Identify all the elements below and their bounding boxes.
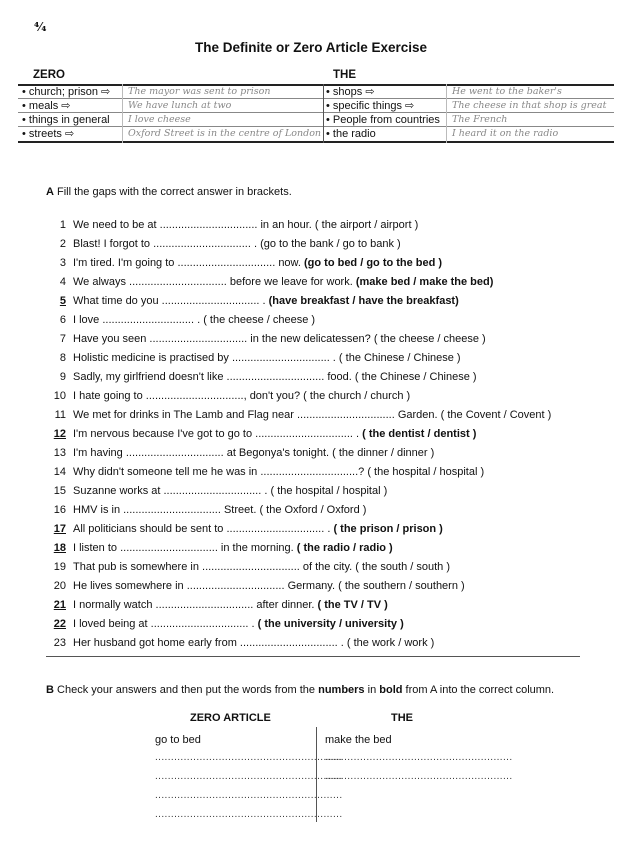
question-text[interactable]: Have you seen ................................ in the new delicatessen? — [73, 333, 374, 345]
answer-options: ( the airport / airport ) — [314, 219, 419, 231]
question-text[interactable]: We always ................................ before we leave for work. — [73, 276, 356, 288]
zero-answer-blank[interactable]: ........................................................... — [155, 752, 343, 763]
question-number: 11 — [54, 409, 66, 421]
question-number: 8 — [59, 352, 66, 364]
question-item — [46, 445, 434, 461]
question-text[interactable]: All politicians should be sent to ................................ . — [73, 523, 334, 535]
question-text[interactable]: We need to be at ................................ in an hour. — [73, 219, 315, 231]
the-rule-label: • People from countries — [326, 114, 440, 126]
zero-rule-example: We have lunch at two — [128, 100, 232, 111]
question-number: 18 — [53, 542, 66, 554]
question-number: 9 — [59, 371, 66, 383]
table-center-divider — [323, 84, 324, 143]
question-item — [46, 502, 366, 518]
question-number: 12 — [53, 428, 66, 440]
the-example-answer: make the bed — [325, 734, 392, 746]
question-text[interactable]: I'm having ................................ at Begonya's tonight. — [73, 447, 333, 459]
question-item — [46, 255, 442, 271]
question-text[interactable]: Holistic medicine is practised by ................................ . — [73, 352, 339, 364]
answer-options: ( the Oxford / Oxford ) — [259, 504, 367, 516]
question-text[interactable]: I love .............................. . — [73, 314, 204, 326]
question-item — [46, 312, 315, 328]
question-item — [46, 236, 401, 252]
question-text[interactable]: We met for drinks in The Lamb and Flag near ................................ Garden. — [73, 409, 441, 421]
answer-options: ( the TV / TV ) — [317, 599, 388, 611]
corner-mark: ⁴⁄₄ — [34, 20, 47, 34]
answer-options: ( the southern / southern ) — [338, 580, 465, 592]
the-rule-label: • the radio — [326, 128, 376, 140]
question-text[interactable]: That pub is somewhere in ................................ of the city. — [73, 561, 356, 573]
zero-answer-blank[interactable]: ........................................................... — [155, 771, 343, 782]
question-number: 16 — [53, 504, 66, 516]
question-number: 13 — [53, 447, 66, 459]
answer-options: ( the Chinese / Chinese ) — [338, 352, 461, 364]
zero-rule-label: • church; prison ⇨ — [22, 86, 111, 98]
section-b-instruction — [46, 684, 554, 696]
the-heading: THE — [333, 69, 356, 81]
answer-options: ( the south / south ) — [355, 561, 451, 573]
answer-options: ( the cheese / cheese ) — [373, 333, 486, 345]
answer-options: ( the work / work ) — [346, 637, 435, 649]
question-text[interactable]: Suzanne works at ................................ . — [73, 485, 271, 497]
question-item — [46, 616, 404, 632]
question-item — [46, 369, 477, 385]
question-number: 15 — [53, 485, 66, 497]
question-item — [46, 407, 551, 423]
question-item — [46, 521, 443, 537]
question-item — [46, 464, 484, 480]
zero-rule-label: • meals ⇨ — [22, 100, 71, 112]
question-item — [46, 426, 476, 442]
question-number: 19 — [53, 561, 66, 573]
section-a-text: Fill the gaps with the correct answer in brackets. — [57, 186, 292, 198]
question-number: 17 — [53, 523, 66, 535]
question-item — [46, 559, 450, 575]
the-rule-example: The French — [452, 114, 508, 125]
section-divider — [46, 656, 580, 657]
section-b-bold: bold — [379, 684, 403, 696]
answer-options: ( the university / university ) — [257, 618, 404, 630]
question-text[interactable]: I loved being at ................................ . — [73, 618, 258, 630]
question-text[interactable]: I'm tired. I'm going to ................................ now. — [73, 257, 304, 269]
question-number: 10 — [53, 390, 66, 402]
answer-options: ( the prison / prison ) — [333, 523, 443, 535]
table-column-divider — [122, 84, 123, 143]
zero-answer-blank[interactable]: ........................................................... — [155, 790, 343, 801]
the-rule-label: • shops ⇨ — [326, 86, 375, 98]
zero-rule-example: The mayor was sent to prison — [128, 86, 271, 97]
the-column-heading: THE — [391, 712, 413, 724]
answer-options: ( the Covent / Covent ) — [440, 409, 552, 421]
table-bottom-rule — [18, 141, 614, 143]
question-item — [46, 331, 486, 347]
question-item — [46, 483, 387, 499]
answer-options: ( the dinner / dinner ) — [332, 447, 435, 459]
the-answer-blank[interactable]: ........................................................... — [325, 771, 513, 782]
answer-options: ( the Chinese / Chinese ) — [354, 371, 477, 383]
question-item — [46, 635, 434, 651]
the-rule-example: I heard it on the radio — [452, 128, 559, 139]
question-number: 2 — [59, 238, 66, 250]
question-text[interactable]: He lives somewhere in ................................ Germany. — [73, 580, 339, 592]
question-number: 20 — [53, 580, 66, 592]
question-number: 3 — [59, 257, 66, 269]
zero-rule-label: • streets ⇨ — [22, 128, 75, 140]
section-b-text-2: in — [364, 684, 380, 696]
page-title: The Definite or Zero Article Exercise — [194, 40, 428, 55]
question-text[interactable]: I normally watch ................................ after dinner. — [73, 599, 318, 611]
question-text[interactable]: I'm nervous because I've got to go to ................................ . — [73, 428, 363, 440]
question-number: 7 — [59, 333, 66, 345]
question-number: 5 — [59, 295, 66, 307]
section-b-letter: B — [46, 684, 54, 696]
the-rule-example: He went to the baker's — [452, 86, 562, 97]
question-item — [46, 217, 418, 233]
answer-options: ( the church / church ) — [303, 390, 411, 402]
question-item — [46, 540, 393, 556]
the-answer-blank[interactable]: ........................................................... — [325, 752, 513, 763]
section-a-instruction — [46, 186, 292, 198]
answer-options: (go to bed / go to the bed ) — [304, 257, 443, 269]
zero-article-column-heading: ZERO ARTICLE — [190, 712, 271, 724]
question-number: 6 — [59, 314, 66, 326]
zero-answer-blank[interactable]: ........................................................... — [155, 809, 343, 820]
section-b-text-3: from A into the correct column. — [402, 684, 555, 696]
question-text[interactable]: Sadly, my girlfriend doesn't like ................................ food. — [73, 371, 355, 383]
answer-options: (go to the bank / go to bank ) — [260, 238, 401, 250]
question-number: 21 — [53, 599, 66, 611]
question-number: 14 — [53, 466, 66, 478]
section-a-letter: A — [46, 186, 54, 198]
zero-heading: ZERO — [33, 69, 65, 81]
section-b-text-1: Check your answers and then put the words from the — [57, 684, 319, 696]
question-number: 22 — [53, 618, 66, 630]
answer-options: ( the dentist / dentist ) — [362, 428, 477, 440]
answer-options: (have breakfast / have the breakfast) — [268, 295, 459, 307]
zero-rule-example: I love cheese — [128, 114, 191, 125]
the-rule-label: • specific things ⇨ — [326, 100, 415, 112]
question-item — [46, 293, 459, 309]
question-item — [46, 350, 461, 366]
question-text[interactable]: Her husband got home early from ................................ . — [73, 637, 347, 649]
zero-rule-label: • things in general — [22, 114, 110, 126]
question-text[interactable]: I listen to ................................ in the morning. — [73, 542, 297, 554]
question-item — [46, 578, 465, 594]
question-text[interactable]: Blast! I forgot to ................................ . — [73, 238, 261, 250]
answer-options: (make bed / make the bed) — [355, 276, 494, 288]
zero-example-answer: go to bed — [155, 734, 201, 746]
question-text[interactable]: I hate going to ................................, don't you? — [73, 390, 304, 402]
answer-options: ( the hospital / hospital ) — [270, 485, 388, 497]
question-text[interactable]: HMV is in ................................ Street. — [73, 504, 260, 516]
answer-options: ( the radio / radio ) — [296, 542, 393, 554]
table-column-divider — [446, 84, 447, 143]
answer-options: ( the cheese / cheese ) — [203, 314, 316, 326]
question-number: 4 — [59, 276, 66, 288]
question-item — [46, 388, 410, 404]
question-text[interactable]: Why didn't someone tell me he was in ................................? — [73, 466, 368, 478]
zero-rule-example: Oxford Street is in the centre of London — [128, 128, 322, 139]
question-number: 1 — [59, 219, 66, 231]
question-number: 23 — [53, 637, 66, 649]
section-b-numbers: numbers — [318, 684, 365, 696]
the-rule-example: The cheese in that shop is great — [452, 100, 607, 111]
question-item — [46, 597, 388, 613]
question-text[interactable]: What time do you ................................ . — [73, 295, 269, 307]
question-item — [46, 274, 493, 290]
answer-options: ( the hospital / hospital ) — [367, 466, 485, 478]
